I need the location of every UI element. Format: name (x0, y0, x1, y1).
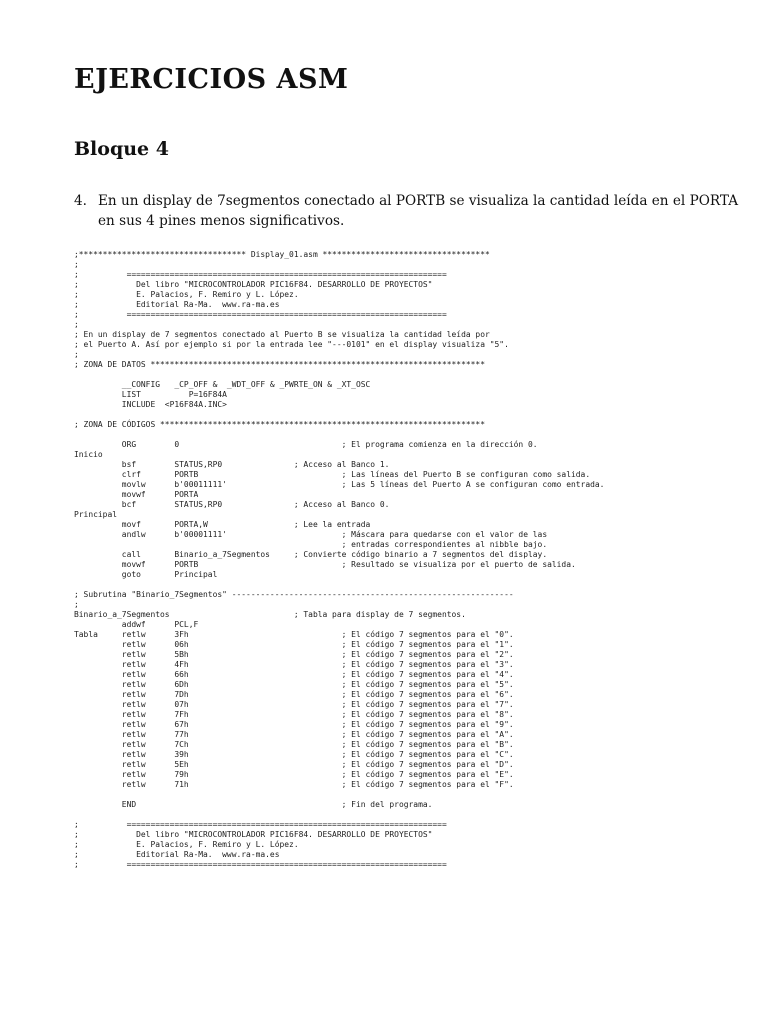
code-line: ; (74, 260, 79, 269)
code-line: END ; Fin del programa. (74, 800, 433, 809)
code-line (74, 410, 604, 420)
code-line: INCLUDE <P16F84A.INC> (74, 400, 227, 409)
code-listing (74, 250, 604, 870)
code-line: ; E. Palacios, F. Remiro y L. López. (74, 840, 299, 849)
code-line: retlw 6Dh ; El código 7 segmentos para el "5". (74, 680, 514, 689)
code-line (74, 370, 604, 380)
code-line: goto Principal (74, 570, 218, 579)
code-line: ; Editorial Ra-Ma. www.ra-ma.es (74, 850, 280, 859)
code-line: LIST P=16F84A (74, 390, 227, 399)
code-line: retlw 71h ; El código 7 segmentos para el "F". (74, 780, 514, 789)
code-line: ; ZONA DE DATOS ********************************************************************** (74, 360, 485, 369)
code-line (74, 580, 604, 590)
code-line: retlw 07h ; El código 7 segmentos para el "7". (74, 700, 514, 709)
code-line (74, 810, 604, 820)
code-line: Binario_a_7Segmentos ; Tabla para display de 7 segmentos. (74, 610, 466, 619)
code-line: retlw 79h ; El código 7 segmentos para el "E". (74, 770, 514, 779)
code-line: ; Editorial Ra-Ma. www.ra-ma.es (74, 300, 280, 309)
code-line: bcf STATUS,RP0 ; Acceso al Banco 0. (74, 500, 390, 509)
code-line: ; Del libro "MICROCONTROLADOR PIC16F84. DESARROLLO DE PROYECTOS" (74, 830, 433, 839)
code-line: ; =================================================================== (74, 270, 447, 279)
code-line: retlw 5Bh ; El código 7 segmentos para el "2". (74, 650, 514, 659)
code-line (74, 790, 604, 800)
code-line: ; (74, 320, 79, 329)
code-line: retlw 7Fh ; El código 7 segmentos para el "8". (74, 710, 514, 719)
code-line (74, 430, 604, 440)
block-title: Bloque 4 (74, 138, 169, 160)
code-line: retlw 4Fh ; El código 7 segmentos para el "3". (74, 660, 514, 669)
code-line: Tabla retlw 3Fh ; El código 7 segmentos para el "0". (74, 630, 514, 639)
code-line: ; entradas correspondientes al nibble bajo. (74, 540, 548, 549)
code-line: ; Subrutina "Binario_7Segmentos" ----------------------------------------------------------- (74, 590, 514, 599)
code-line: ; =================================================================== (74, 820, 447, 829)
code-line: retlw 67h ; El código 7 segmentos para el "9". (74, 720, 514, 729)
code-line: ; E. Palacios, F. Remiro y L. López. (74, 290, 299, 299)
code-line: retlw 7Dh ; El código 7 segmentos para el "6". (74, 690, 514, 699)
code-line: retlw 66h ; El código 7 segmentos para el "4". (74, 670, 514, 679)
code-line: bsf STATUS,RP0 ; Acceso al Banco 1. (74, 460, 390, 469)
code-line: movwf PORTA (74, 490, 199, 499)
code-line: retlw 5Eh ; El código 7 segmentos para el "D". (74, 760, 514, 769)
code-line: Principal (74, 510, 118, 519)
code-line: movf PORTA,W ; Lee la entrada (74, 520, 371, 529)
code-line: retlw 06h ; El código 7 segmentos para el "1". (74, 640, 514, 649)
code-line: ; =================================================================== (74, 860, 447, 869)
exercise-statement (74, 191, 739, 231)
code-line: retlw 77h ; El código 7 segmentos para el "A". (74, 730, 514, 739)
code-line: ; el Puerto A. Así por ejemplo si por la entrada lee "---0101" en el display visualiza "5". (74, 340, 509, 349)
code-line: ; (74, 600, 79, 609)
code-line: movwf PORTB ; Resultado se visualiza por el puerto de salida. (74, 560, 576, 569)
code-line: movlw b'00011111' ; Las 5 líneas del Puerto A se configuran como entrada. (74, 480, 605, 489)
code-line: retlw 39h ; El código 7 segmentos para el "C". (74, 750, 514, 759)
code-line: ; (74, 350, 79, 359)
exercise-line-1: En un display de 7segmentos conectado al PORTB se visualiza la cantidad leída en el PORTA (98, 193, 739, 209)
code-line: ;*********************************** Display_01.asm *********************************** (74, 250, 490, 259)
code-line: ORG 0 ; El programa comienza en la dirección 0. (74, 440, 538, 449)
code-line: andlw b'00001111' ; Máscara para quedarse con el valor de las (74, 530, 548, 539)
code-line: call Binario_a_7Segmentos ; Convierte código binario a 7 segmentos del display. (74, 550, 548, 559)
document-title: EJERCICIOS ASM (74, 64, 349, 95)
code-line: ; Del libro "MICROCONTROLADOR PIC16F84. DESARROLLO DE PROYECTOS" (74, 280, 433, 289)
code-line: ; ZONA DE CÓDIGOS ******************************************************************** (74, 420, 485, 429)
exercise-line-2: en sus 4 pines menos significativos. (98, 213, 345, 229)
code-line: retlw 7Ch ; El código 7 segmentos para el "B". (74, 740, 514, 749)
code-line: ; =================================================================== (74, 310, 447, 319)
exercise-number: 4. (74, 193, 87, 209)
code-line: clrf PORTB ; Las líneas del Puerto B se configuran como salida. (74, 470, 591, 479)
code-line: addwf PCL,F (74, 620, 199, 629)
code-line: ; En un display de 7 segmentos conectado al Puerto B se visualiza la cantidad leída por (74, 330, 490, 339)
code-line: Inicio (74, 450, 103, 459)
code-line: __CONFIG _CP_OFF & _WDT_OFF & _PWRTE_ON & _XT_OSC (74, 380, 371, 389)
